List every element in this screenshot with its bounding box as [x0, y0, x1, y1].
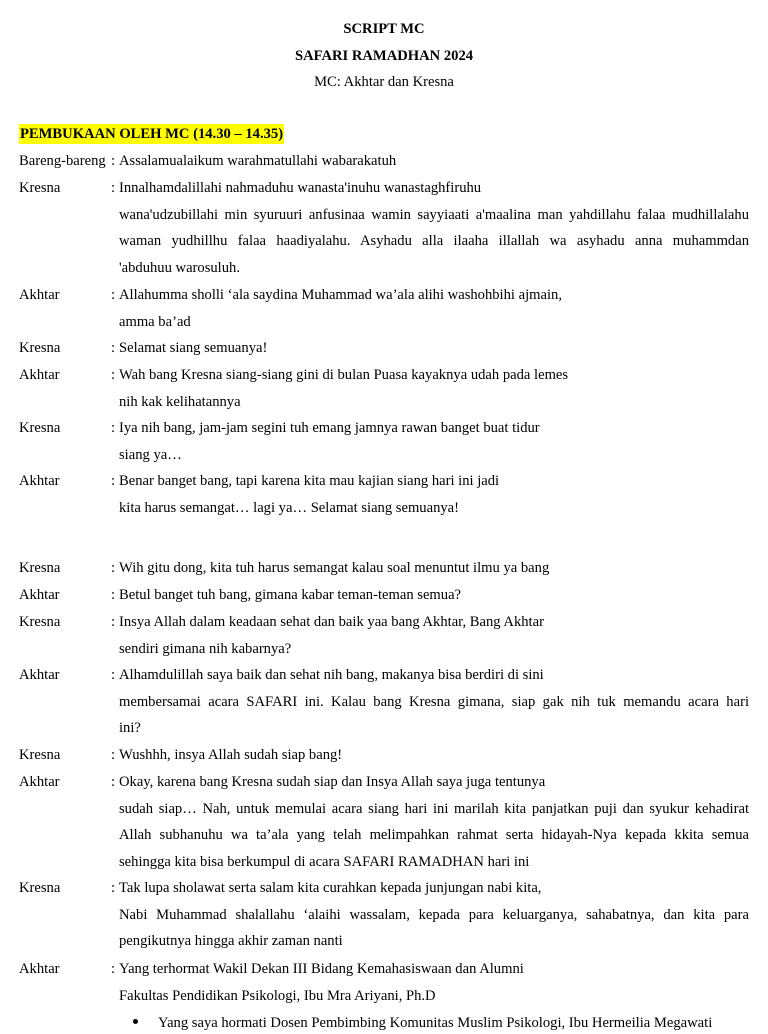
dialogue-line: sendiri gimana nih kabarnya?: [119, 640, 292, 657]
speaker-colon: :: [111, 473, 116, 489]
dialogue-line: 'abduhuu warosuluh.: [119, 259, 240, 276]
dialogue-line: kita harus semangat… lagi ya… Selamat siang semuanya!: [119, 499, 460, 516]
speaker-colon: :: [111, 367, 116, 383]
speaker-name: Kresna: [19, 340, 61, 356]
dialogue-line: Nabi Muhammad shalallahu ‘alaihi wassalam, kepada para keluarganya, sahabatnya, dan kita para: [119, 906, 749, 923]
speaker-colon: :: [111, 340, 116, 356]
dialogue-line: sehingga kita bisa berkumpul di acara SAFARI RAMADHAN hari ini: [119, 853, 530, 870]
speaker-colon: :: [111, 667, 116, 683]
speaker-colon: :: [111, 180, 116, 196]
speaker-colon: :: [111, 747, 116, 763]
speaker-name: Kresna: [19, 747, 61, 763]
dialogue-line: Insya Allah dalam keadaan sehat dan baik yaa bang Akhtar, Bang Akhtar: [119, 614, 544, 630]
dialogue-line: Innalhamdalillahi nahmaduhu wanasta'inuhu wanastaghfiruhu: [119, 180, 482, 196]
bullet-icon: [133, 1019, 138, 1024]
speaker-name: Bareng-bareng: [19, 153, 106, 169]
speaker-colon: :: [111, 961, 116, 977]
dialogue-line: Assalamualaikum warahmatullahi wabarakatuh: [119, 153, 397, 169]
dialogue-line: Betul banget tuh bang, gimana kabar teman-teman semua?: [119, 587, 462, 603]
speaker-name: Akhtar: [19, 961, 60, 977]
speaker-name: Akhtar: [19, 667, 60, 683]
dialogue-line: membersamai acara SAFARI ini. Kalau bang Kresna gimana, siap gak nih tuk memandu acara hari: [119, 693, 749, 710]
speaker-colon: :: [111, 153, 116, 169]
dialogue-line: Tak lupa sholawat serta salam kita curahkan kepada junjungan nabi kita,: [119, 880, 542, 896]
speaker-name: Kresna: [19, 180, 61, 196]
dialogue-line: sudah siap… Nah, untuk memulai acara siang hari ini marilah kita panjatkan puji dan syukur kehadirat: [119, 800, 749, 817]
speaker-name: Akhtar: [19, 287, 60, 303]
speaker-name: Kresna: [19, 560, 61, 576]
speaker-name: Akhtar: [19, 367, 60, 383]
dialogue-line: Wih gitu dong, kita tuh harus semangat kalau soal menuntut ilmu ya bang: [119, 560, 550, 576]
speaker-name: Kresna: [19, 880, 61, 896]
dialogue-line: Fakultas Pendidikan Psikologi, Ibu Mra Ariyani, Ph.D: [119, 987, 436, 1004]
dialogue-line: Alhamdulillah saya baik dan sehat nih bang, makanya bisa berdiri di sini: [119, 667, 544, 683]
speaker-name: Akhtar: [19, 774, 60, 790]
speaker-colon: :: [111, 774, 116, 790]
speaker-name: Akhtar: [19, 587, 60, 603]
dialogue-line: waman yudhillhu falaa haadiyalahu. Asyhadu alla ilaaha illallah wa asyhadu anna muhammdan: [119, 233, 749, 250]
dialogue-line: Okay, karena bang Kresna sudah siap dan Insya Allah saya juga tentunya: [119, 774, 546, 790]
document-title: SCRIPT MC: [343, 21, 425, 37]
dialogue-line: Iya nih bang, jam-jam segini tuh emang jamnya rawan banget buat tidur: [119, 420, 540, 436]
speaker-colon: :: [111, 614, 116, 630]
mc-line: MC: Akhtar dan Kresna: [314, 74, 454, 90]
title-block: [0, 16, 768, 96]
dialogue-line: Wah bang Kresna siang-siang gini di bulan Puasa kayaknya udah pada lemes: [119, 367, 569, 383]
speaker-colon: :: [111, 587, 116, 603]
speaker-colon: :: [111, 287, 116, 303]
dialogue-line: siang ya…: [119, 446, 182, 463]
speaker-name: Akhtar: [19, 473, 60, 489]
dialogue-line: Allahumma sholli ‘ala saydina Muhammad wa’ala alihi washohbihi ajmain,: [119, 287, 562, 303]
dialogue-line: Allah subhanuhu wa ta’ala yang telah melimpahkan rahmat serta hidayah-Nya kepada kkita semua: [119, 827, 749, 844]
dialogue-line: nih kak kelihatannya: [119, 393, 241, 410]
dialogue-line: wana'udzubillahi min syuruuri anfusinaa wamin sayyiaati a'maalina man yahdillahu falaa mudhillalahu: [119, 206, 749, 223]
dialogue-line: ini?: [119, 720, 141, 737]
dialogue-line: Yang terhormat Wakil Dekan III Bidang Kemahasiswaan dan Alumni: [119, 961, 524, 977]
dialogue-line: Benar banget bang, tapi karena kita mau kajian siang hari ini jadi: [119, 473, 500, 489]
dialogue-line: Selamat siang semuanya!: [119, 340, 268, 356]
dialogue-line: Wushhh, insya Allah sudah siap bang!: [119, 747, 343, 763]
speaker-colon: :: [111, 880, 116, 896]
bullet-item: Yang saya hormati Dosen Pembimbing Komunitas Muslim Psikologi, Ibu Hermeilia Megawati: [158, 1015, 713, 1031]
section-heading: PEMBUKAAN OLEH MC (14.30 – 14.35): [20, 126, 284, 142]
speaker-colon: :: [111, 560, 116, 576]
document-subtitle: SAFARI RAMADHAN 2024: [294, 47, 474, 64]
speaker-name: Kresna: [19, 420, 61, 436]
dialogue-line: amma ba’ad: [119, 313, 191, 330]
speaker-name: Kresna: [19, 614, 61, 630]
speaker-colon: :: [111, 420, 116, 436]
dialogue-line: pengikutnya hingga akhir zaman nanti: [119, 933, 343, 950]
